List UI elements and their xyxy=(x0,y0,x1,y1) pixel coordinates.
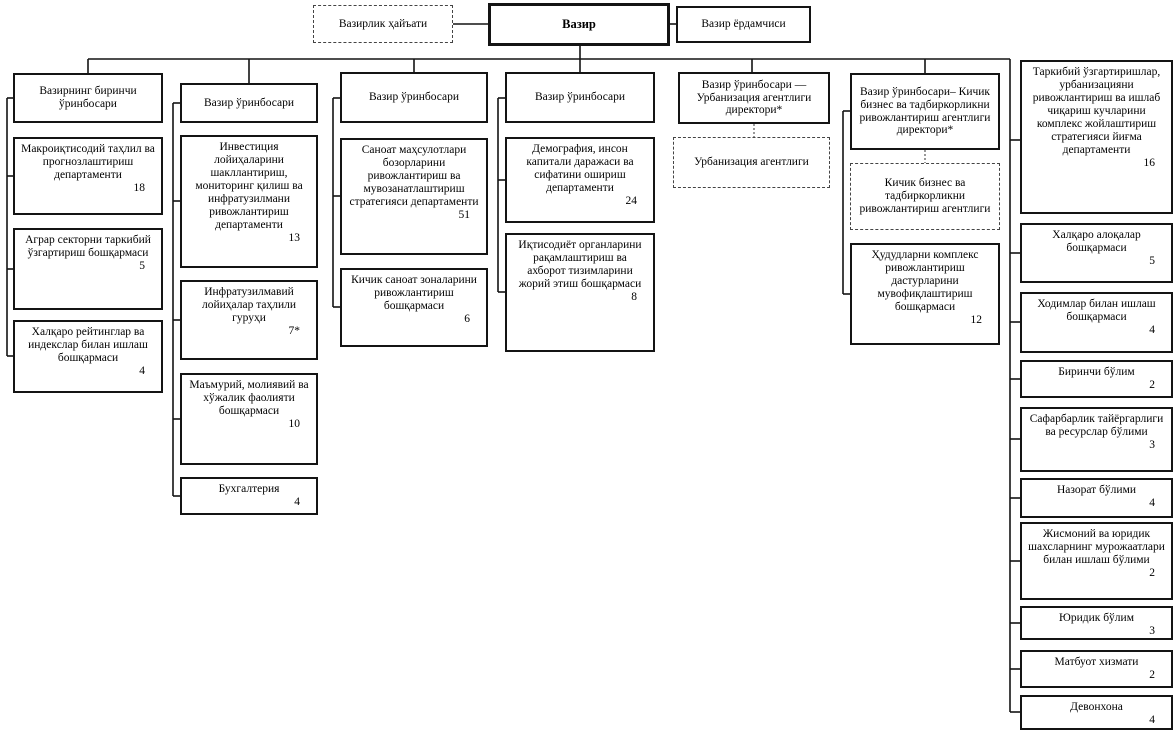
staff-count: 7* xyxy=(288,324,300,337)
dept-label: Таркибий ўзгартиришлар, урбанизацияни ривожлантириш ва ишлаб чиқариш кучларини комплекс жойлаштириш стратегияси йиғма департаменти xyxy=(1032,66,1161,156)
dept-agrarian-box xyxy=(13,228,163,310)
dept-chancellery-box xyxy=(1020,695,1173,730)
minister-assistant-box xyxy=(676,6,811,43)
dept-label: Макроиқтисодий таҳлил ва прогнозлаштириш департаменти xyxy=(21,143,155,181)
urbanization-agency-box xyxy=(673,137,830,188)
staff-count: 6 xyxy=(464,312,470,325)
staff-count: 2 xyxy=(1149,668,1155,681)
dept-label: Маъмурий, молиявий ва хўжалик фаолияти бошқармаси xyxy=(189,379,309,417)
dept-appeals-box xyxy=(1020,522,1173,600)
agency-label: Кичик бизнес ва тадбиркорликни ривожлантириш агентлиги xyxy=(859,177,991,215)
staff-count: 51 xyxy=(458,208,470,221)
staff-count: 5 xyxy=(139,259,145,272)
staff-count: 3 xyxy=(1149,624,1155,637)
ministry-board-label: Вазирлик ҳайъати xyxy=(338,17,428,30)
staff-count: 16 xyxy=(1143,156,1155,169)
agency-label: Урбанизация агентлиги xyxy=(694,156,809,168)
dept-demography-box xyxy=(505,137,655,223)
deputy-label: Вазир ўринбосари xyxy=(203,96,295,109)
group-infrastructure-box xyxy=(180,280,318,360)
dept-label: Биринчи бўлим xyxy=(1058,366,1135,378)
minister-box xyxy=(488,3,670,46)
ministry-board-box xyxy=(313,5,453,43)
staff-count: 10 xyxy=(288,417,300,430)
minister-label: Вазир xyxy=(562,17,596,32)
deputy2-header-box xyxy=(180,83,318,123)
deputy-small-business-header-box xyxy=(850,73,1000,150)
dept-label: Матбуот хизмати xyxy=(1054,656,1139,668)
small-business-agency-box xyxy=(850,163,1000,230)
dept-label: Назорат бўлими xyxy=(1056,484,1137,496)
dept-label: Инфратузилмавий лойиҳалар таҳлили гуруҳи xyxy=(201,286,297,324)
dept-label: Иқтисодиёт органларини рақамлаштириш ва ахборот тизимларини жорий этиш бошқармаси xyxy=(518,239,642,290)
staff-count: 3 xyxy=(1149,438,1155,451)
dept-label: Бухгалтерия xyxy=(218,483,280,495)
dept-label: Девонхона xyxy=(1070,701,1123,713)
dept-label: Демография, инсон капитали даражаси ва сифатини ошириш департаменти xyxy=(526,143,634,194)
dept-label: Аграр секторни таркибий ўзгартириш бошқармаси xyxy=(25,234,151,259)
dept-label: Саноат маҳсулотлари бозорларини ривожлантириш ва мувозанатлаштириш стратегияси департаменти xyxy=(349,144,479,208)
staff-count: 12 xyxy=(970,313,982,326)
first-deputy-header-box xyxy=(13,73,163,123)
dept-digitalization-box xyxy=(505,233,655,352)
minister-assistant-label: Вазир ёрдамчиси xyxy=(701,18,786,30)
dept-label: Ходимлар билан ишлаш бошқармаси xyxy=(1037,298,1156,323)
dept-label: Ҳудудларни комплекс ривожлантириш дастурларини мувофиқлаштириш бошқармаси xyxy=(871,249,979,313)
dept-regional-programs-box xyxy=(850,243,1000,345)
dept-press-service-box xyxy=(1020,650,1173,688)
staff-count: 13 xyxy=(288,231,300,244)
dept-first-division-box xyxy=(1020,360,1173,398)
dept-investment-box xyxy=(180,135,318,268)
deputy-label: Вазир ўринбосари xyxy=(534,91,626,103)
dept-legal-box xyxy=(1020,606,1173,640)
staff-count: 18 xyxy=(133,181,145,194)
first-deputy-label: Вазирнинг биринчи ўринбосари xyxy=(39,85,137,110)
dept-label: Юридик бўлим xyxy=(1059,612,1134,624)
dept-hr-box xyxy=(1020,292,1173,353)
dept-intl-ratings-box xyxy=(13,320,163,393)
staff-count: 24 xyxy=(625,194,637,207)
staff-count: 4 xyxy=(1149,713,1155,726)
dept-administrative-box xyxy=(180,373,318,465)
dept-accounting-box xyxy=(180,477,318,515)
deputy-label: Вазир ўринбосари– Кичик бизнес ва тадбиркорликни ривожлантириш агентлиги директори* xyxy=(859,85,991,137)
dept-industry-markets-box xyxy=(340,138,488,255)
deputy-urbanization-header-box xyxy=(678,72,830,124)
dept-label: Инвестиция лойиҳаларини шакллантириш, мониторинг қилиш ва инфратузилмани ривожлантириш департаменти xyxy=(195,141,303,231)
dept-label: Кичик саноат зоналарини ривожлантириш бошқармаси xyxy=(351,274,477,312)
dept-label: Халқаро рейтинглар ва индекслар билан ишлаш бошқармаси xyxy=(28,326,148,364)
dept-macroeconomic-box xyxy=(13,137,163,215)
dept-label: Сафарбарлик тайёргарлиги ва ресурслар бўлими xyxy=(1029,413,1164,438)
staff-count: 8 xyxy=(631,290,637,303)
staff-count: 2 xyxy=(1149,566,1155,579)
staff-count: 5 xyxy=(1149,254,1155,267)
dept-structural-changes-box xyxy=(1020,60,1173,214)
dept-control-box xyxy=(1020,478,1173,518)
deputy3-header-box xyxy=(340,72,488,123)
staff-count: 4 xyxy=(139,364,145,377)
staff-count: 4 xyxy=(294,495,300,508)
dept-intl-relations-box xyxy=(1020,223,1173,283)
staff-count: 4 xyxy=(1149,323,1155,336)
deputy4-header-box xyxy=(505,72,655,123)
dept-mobilization-box xyxy=(1020,407,1173,472)
dept-small-industrial-zones-box xyxy=(340,268,488,347)
staff-count: 2 xyxy=(1149,378,1155,391)
deputy-label: Вазир ўринбосари — Урбанизация агентлиги директори* xyxy=(696,78,812,117)
dept-label: Жисмоний ва юридик шахсларнинг мурожаатлари билан ишлаш бўлими xyxy=(1028,528,1165,566)
dept-label: Халқаро алоқалар бошқармаси xyxy=(1052,229,1141,254)
deputy-label: Вазир ўринбосари xyxy=(368,91,460,103)
staff-count: 4 xyxy=(1149,496,1155,509)
